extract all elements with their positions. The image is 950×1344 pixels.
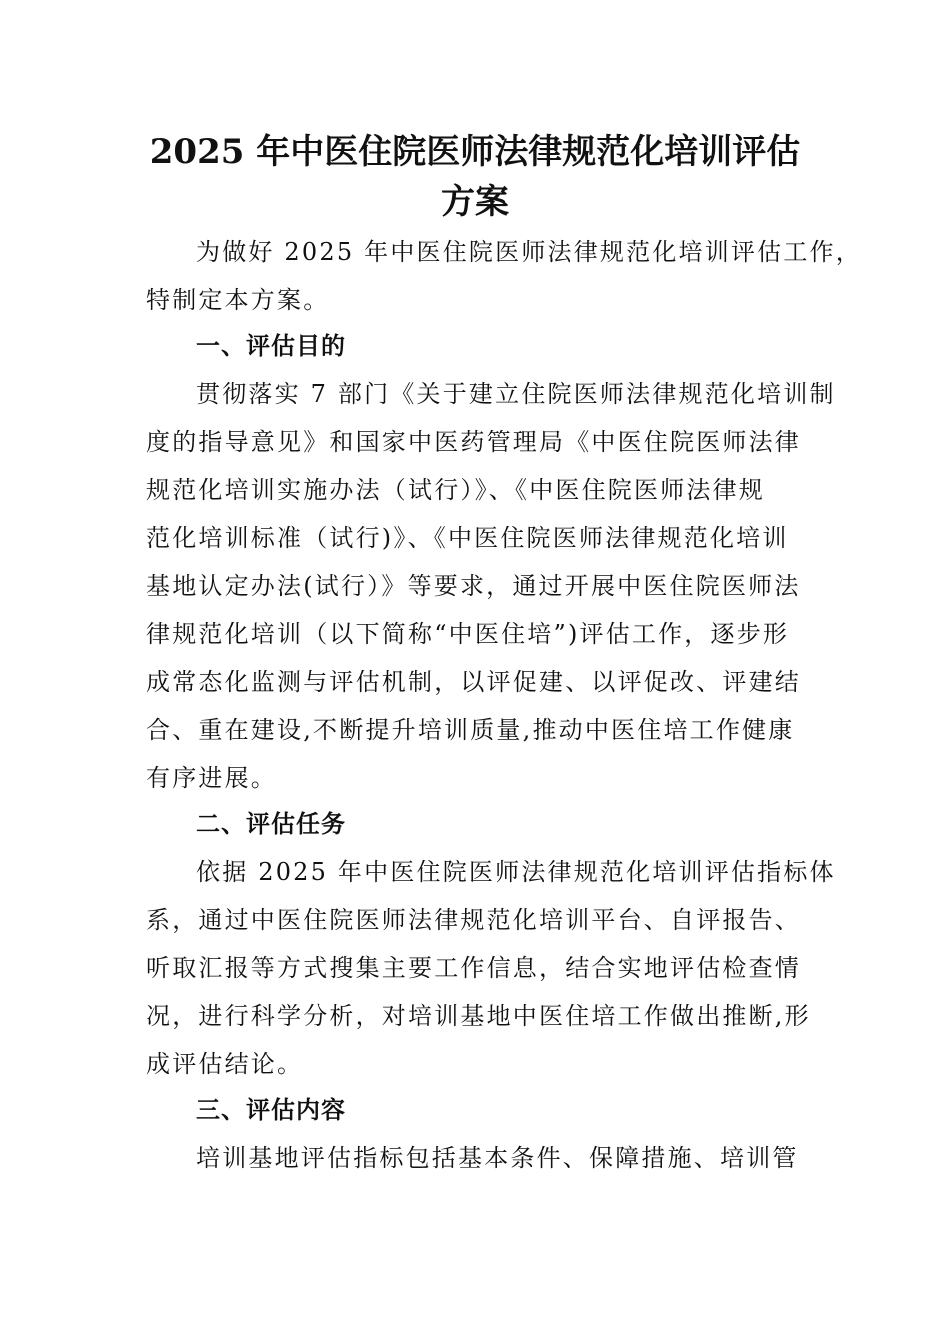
document-title-line-1: 2025 年中医住院医师法律规范化培训评估 (149, 132, 801, 172)
paragraph-line: 况，进行科学分析，对培训基地中医住培工作做出推断,形 (146, 1002, 811, 1030)
paragraph-line: 合、重在建设,不断提升培训质量,推动中医住培工作健康 (146, 716, 795, 744)
paragraph-line: 度的指导意见》和国家中医药管理局《中医住院医师法律 (146, 428, 801, 456)
paragraph-line: 范化培训标准（试行)》、《中医住院医师法律规范化培训 (146, 524, 789, 552)
paragraph-line: 基地认定办法(试行）》等要求，通过开展中医住院医师法 (146, 572, 801, 600)
paragraph-line: 听取汇报等方式搜集主要工作信息，结合实地评估检查情 (146, 954, 801, 982)
intro-line-1: 为做好 2025 年中医住院医师法律规范化培训评估工作， (196, 238, 862, 266)
intro-line-2: 特制定本方案。 (146, 286, 330, 314)
paragraph-line: 依据 2025 年中医住院医师法律规范化培训评估指标体 (196, 858, 836, 886)
paragraph-line: 律规范化培训（以下简称“中医住培”)评估工作，逐步形 (146, 620, 790, 648)
paragraph-line: 成常态化监测与评估机制，以评促建、以评促改、评建结 (146, 668, 801, 696)
paragraph-line: 规范化培训实施办法（试行）》、《中医住院医师法律规 (146, 476, 765, 504)
paragraph-line: 贯彻落实 7 部门《关于建立住院医师法律规范化培训制 (196, 380, 836, 408)
section-heading-purpose: 一、评估目的 (196, 332, 346, 360)
paragraph-line: 成评估结论。 (146, 1050, 304, 1078)
paragraph-line: 系，通过中医住院医师法律规范化培训平台、自评报告、 (146, 906, 801, 934)
paragraph-line: 有序进展。 (146, 764, 277, 792)
paragraph-line: 培训基地评估指标包括基本条件、保障措施、培训管 (196, 1144, 799, 1172)
section-heading-content: 三、评估内容 (196, 1096, 346, 1124)
section-heading-tasks: 二、评估任务 (196, 810, 346, 838)
document-title-line-2: 方案 (441, 182, 509, 222)
